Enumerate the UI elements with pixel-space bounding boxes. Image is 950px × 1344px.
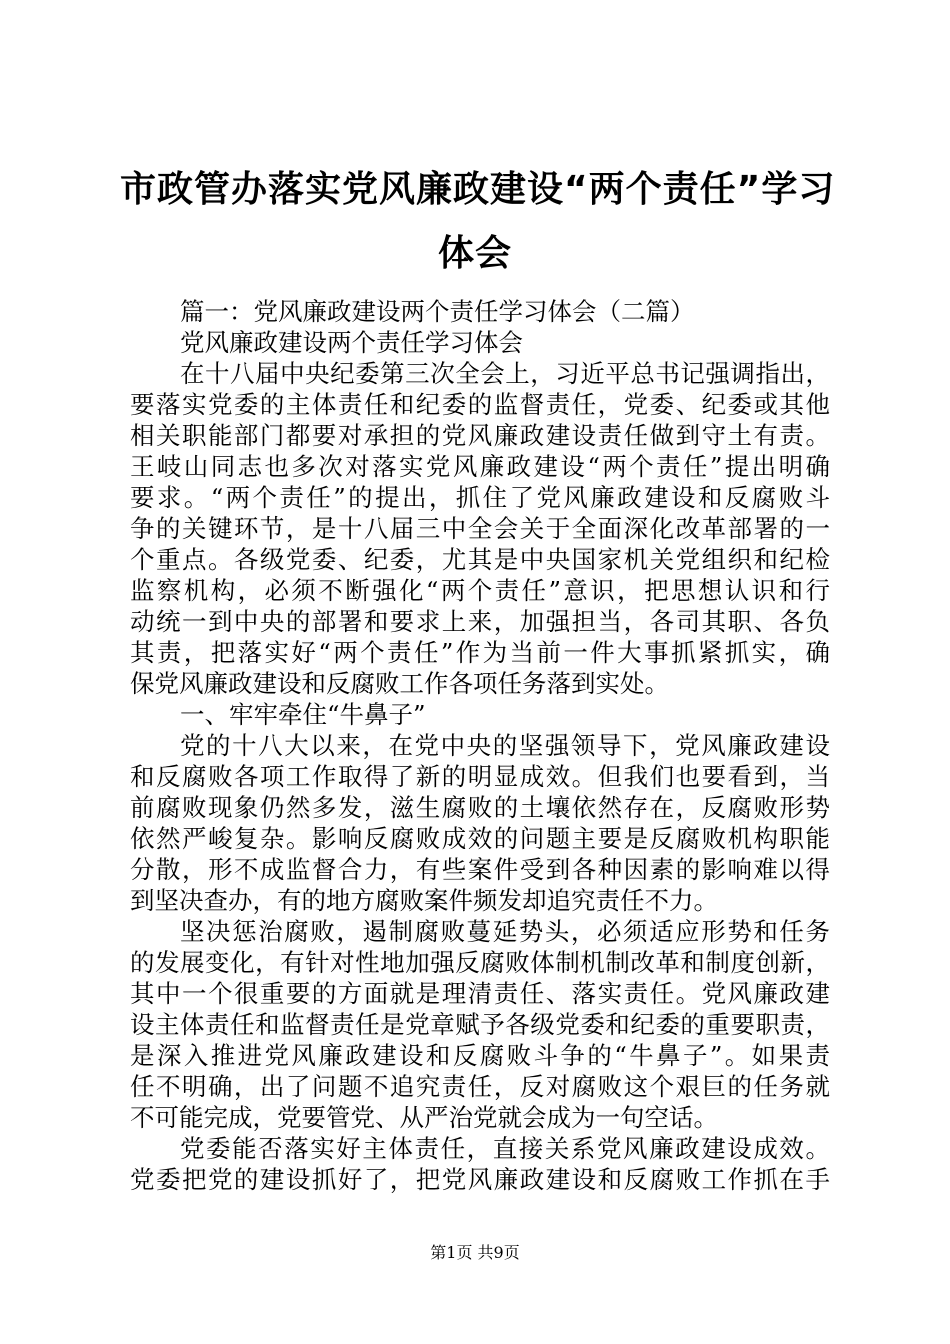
body-line: 篇一：党风廉政建设两个责任学习体会（二篇） xyxy=(180,297,695,326)
page-footer: 第1页 共9页 xyxy=(430,1243,520,1262)
body-line: 党的十八大以来，在党中央的坚强领导下，党风廉政建设 xyxy=(180,731,830,760)
body-line: 和反腐败各项工作取得了新的明显成效。但我们也要看到，当 xyxy=(130,762,830,791)
title-line-2: 体会 xyxy=(437,233,512,274)
body-line: 是深入推进党风廉政建设和反腐败斗争的“牛鼻子”。如果责 xyxy=(130,1041,830,1070)
body-line: 分散，形不成监督合力，有些案件受到各种因素的影响难以得 xyxy=(130,855,830,884)
body-line: 前腐败现象仍然多发，滋生腐败的土壤依然存在，反腐败形势 xyxy=(130,793,830,822)
section-heading: 一、牢牢牵住“牛鼻子” xyxy=(180,700,426,729)
body-line: 任不明确，出了问题不追究责任，反对腐败这个艰巨的任务就 xyxy=(130,1072,830,1101)
body-line: 不可能完成，党要管党、从严治党就会成为一句空话。 xyxy=(130,1103,718,1132)
document-body xyxy=(130,296,830,1195)
body-line: 的发展变化，有针对性地加强反腐败体制机制改革和制度创新， xyxy=(130,948,830,977)
body-line: 王岐山同志也多次对落实党风廉政建设“两个责任”提出明确 xyxy=(130,452,830,481)
body-line: 保党风廉政建设和反腐败工作各项任务落到实处。 xyxy=(130,669,669,698)
body-line: 监察机构，必须不断强化“两个责任”意识，把思想认识和行 xyxy=(130,576,830,605)
body-line: 要求。“两个责任”的提出，抓住了党风廉政建设和反腐败斗 xyxy=(130,483,830,512)
body-line: 设主体责任和监督责任是党章赋予各级党委和纪委的重要职责， xyxy=(130,1010,830,1039)
body-line: 党风廉政建设两个责任学习体会 xyxy=(180,328,523,357)
body-line: 其责，把落实好“两个责任”作为当前一件大事抓紧抓实，确 xyxy=(130,638,830,667)
body-line: 相关职能部门都要对承担的党风廉政建设责任做到守土有责。 xyxy=(130,421,830,450)
title-line-1: 市政管办落实党风廉政建设“两个责任”学习 xyxy=(120,169,836,210)
body-line: 坚决惩治腐败，遏制腐败蔓延势头，必须适应形势和任务 xyxy=(180,917,830,946)
body-line: 动统一到中央的部署和要求上来，加强担当，各司其职、各负 xyxy=(130,607,830,636)
body-line: 党委能否落实好主体责任，直接关系党风廉政建设成效。 xyxy=(180,1134,830,1163)
body-line: 到坚决查办，有的地方腐败案件频发却追究责任不力。 xyxy=(130,886,718,915)
body-line: 在十八届中央纪委第三次全会上，习近平总书记强调指出， xyxy=(180,359,830,388)
body-line: 要落实党委的主体责任和纪委的监督责任，党委、纪委或其他 xyxy=(130,390,830,419)
body-line: 依然严峻复杂。影响反腐败成效的问题主要是反腐败机构职能 xyxy=(130,824,830,853)
document-title xyxy=(120,158,836,286)
body-line: 个重点。各级党委、纪委，尤其是中央国家机关党组织和纪检 xyxy=(130,545,830,574)
body-line: 党委把党的建设抓好了，把党风廉政建设和反腐败工作抓在手 xyxy=(130,1165,830,1194)
body-line: 争的关键环节，是十八届三中全会关于全面深化改革部署的一 xyxy=(130,514,830,543)
body-line: 其中一个很重要的方面就是理清责任、落实责任。党风廉政建 xyxy=(130,979,830,1008)
